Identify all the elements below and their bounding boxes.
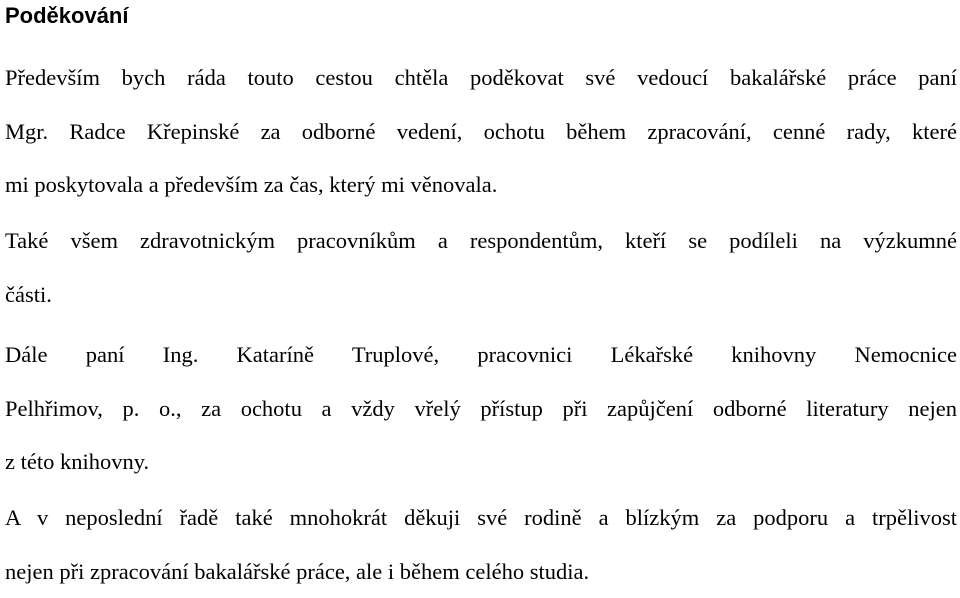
paragraph-staff [5,214,957,321]
paragraph-family [5,491,957,598]
page-title: Poděkování [5,1,128,31]
paragraph-line: Především bych ráda touto cestou chtěla poděkovat své vedoucí bakalářské práce paní [5,51,957,105]
paragraph-line: z této knihovny. [5,435,957,489]
paragraph-line: mi poskytovala a především za čas, který mi věnovala. [5,158,957,212]
paragraph-line: části. [5,268,957,322]
paragraph-line: Pelhřimov, p. o., za ochotu a vždy vřelý přístup při zapůjčení odborné literatury nejen [5,382,957,436]
paragraph-line: Dále paní Ing. Kataríně Truplové, pracovnici Lékařské knihovny Nemocnice [5,328,957,382]
paragraph-line: A v neposlední řadě také mnohokrát děkuji své rodině a blízkým za podporu a trpělivost [5,491,957,545]
paragraph-supervisor [5,51,957,212]
paragraph-line: Také všem zdravotnickým pracovníkům a respondentům, kteří se podíleli na výzkumné [5,214,957,268]
paragraph-line: nejen při zpracování bakalářské práce, ale i během celého studia. [5,545,957,598]
paragraph-library [5,328,957,489]
paragraph-line: Mgr. Radce Křepinské za odborné vedení, ochotu během zpracování, cenné rady, které [5,105,957,159]
